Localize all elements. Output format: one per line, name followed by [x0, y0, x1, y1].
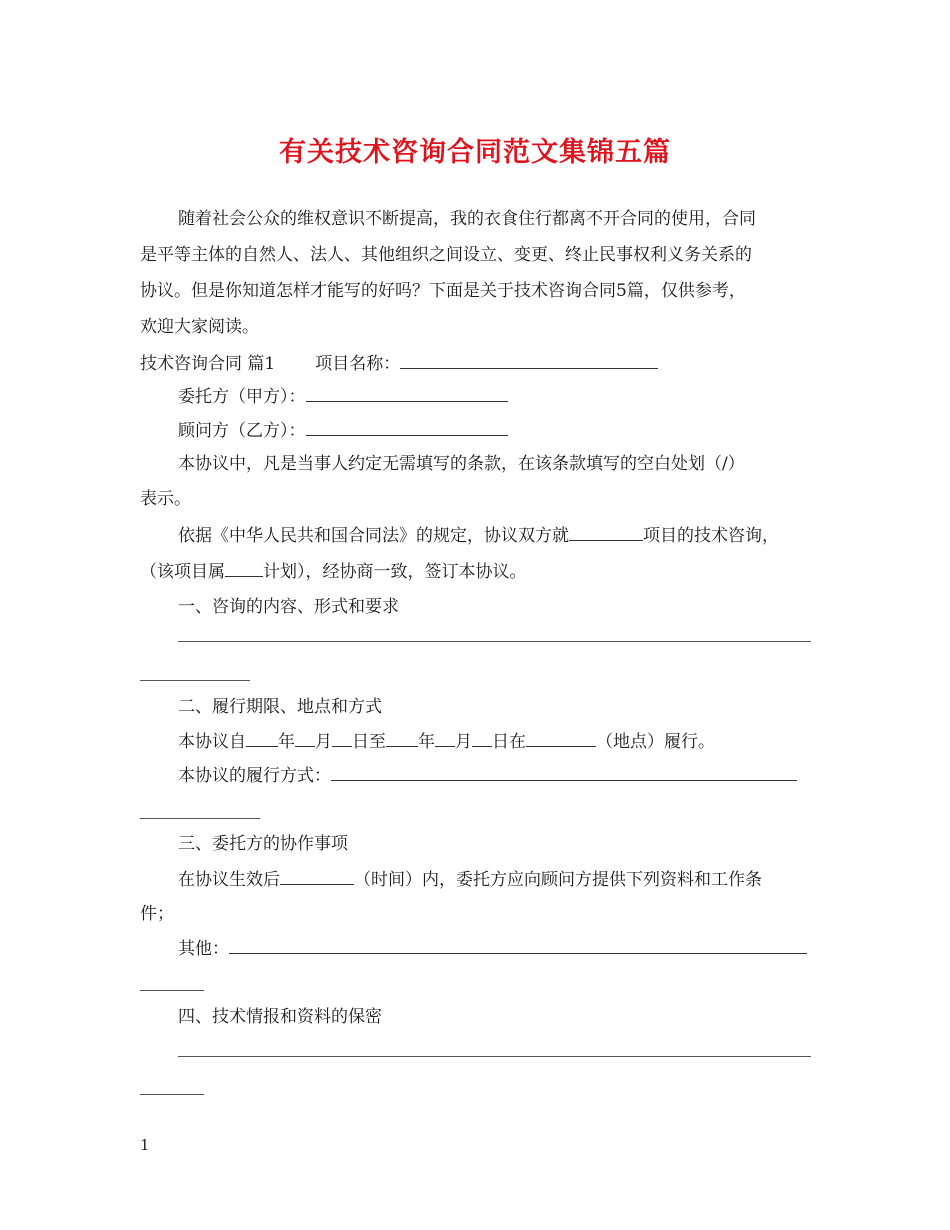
place-blank [526, 730, 596, 747]
section-4-blank-line-cont [140, 1094, 204, 1095]
other-line [178, 937, 807, 960]
term-line [178, 730, 715, 753]
section-3-heading: 三、委托方的协作事项 [178, 834, 348, 854]
method-line [178, 764, 797, 787]
section-2-heading: 二、履行期限、地点和方式 [178, 697, 382, 717]
other-label: 其他： [178, 939, 229, 959]
project-name-blank [400, 352, 658, 369]
basis-text-b: 项目的技术咨询， [643, 526, 779, 546]
coop-text-b: （时间）内，委托方应向顾问方提供下列资料和工作条 [354, 870, 762, 890]
term-text: 日在 [492, 732, 526, 752]
term-text: 月 [455, 732, 472, 752]
plan-blank [225, 560, 263, 577]
consultant-line [178, 419, 508, 442]
term-text: 年 [278, 732, 295, 752]
section-1-blank-line-cont [140, 680, 250, 681]
method-blank-cont [140, 818, 260, 819]
intro-line-3: 协议。但是你知道怎样才能写的好吗？下面是关于技术咨询合同5篇，仅供参考， [140, 281, 746, 301]
end-year-blank [386, 730, 418, 747]
intro-line-4: 欢迎大家阅读。 [140, 317, 259, 337]
basis-line-1 [178, 524, 779, 547]
document-title: 有关技术咨询合同范文集锦五篇 [279, 137, 671, 168]
term-text: （地点）履行。 [596, 732, 715, 752]
basis2-text-b: 计划），经协商一致，签订本协议。 [263, 562, 527, 582]
start-month-blank [295, 730, 315, 747]
intro-line-1: 随着社会公众的维权意识不断提高，我的衣食住行都离不开合同的使用，合同 [178, 209, 756, 229]
term-text: 本协议自 [178, 732, 246, 752]
start-day-blank [332, 730, 352, 747]
section-4-blank-line [178, 1056, 811, 1057]
method-label: 本协议的履行方式： [178, 766, 331, 786]
term-text: 年 [418, 732, 435, 752]
section-4-heading: 四、技术情报和资料的保密 [178, 1007, 382, 1027]
end-month-blank [435, 730, 455, 747]
section-1-blank-line [178, 641, 811, 642]
note-line-2: 表示。 [140, 489, 191, 509]
coop-line-1 [178, 868, 762, 891]
intro-line-2: 是平等主体的自然人、法人、其他组织之间设立、变更、终止民事权利义务关系的 [140, 245, 752, 265]
method-blank [331, 764, 797, 781]
basis-project-blank [569, 524, 643, 541]
basis2-text-a: （该项目属 [140, 562, 225, 582]
consultant-blank [306, 419, 508, 436]
page-number: 1 [140, 1136, 150, 1154]
start-year-blank [246, 730, 278, 747]
basis-text-a: 依据《中华人民共和国合同法》的规定，协议双方就 [178, 526, 569, 546]
part-label: 技术咨询合同 篇1 [140, 354, 276, 374]
other-blank-cont [140, 990, 204, 991]
other-blank [229, 937, 807, 954]
basis-line-2 [140, 560, 527, 583]
coop-time-blank [280, 868, 354, 885]
client-label: 委托方（甲方）： [178, 387, 306, 407]
project-name-label: 项目名称： [315, 354, 401, 374]
note-line-1: 本协议中，凡是当事人约定无需填写的条款，在该条款填写的空白处划（/） [178, 454, 745, 474]
header-line [140, 352, 658, 375]
consultant-label: 顾问方（乙方）： [178, 421, 306, 441]
client-blank [306, 385, 508, 402]
term-text: 日至 [352, 732, 386, 752]
term-text: 月 [315, 732, 332, 752]
end-day-blank [472, 730, 492, 747]
client-line [178, 385, 508, 408]
coop-line-2: 件； [140, 904, 174, 924]
section-1-heading: 一、咨询的内容、形式和要求 [178, 597, 399, 617]
coop-text-a: 在协议生效后 [178, 870, 280, 890]
